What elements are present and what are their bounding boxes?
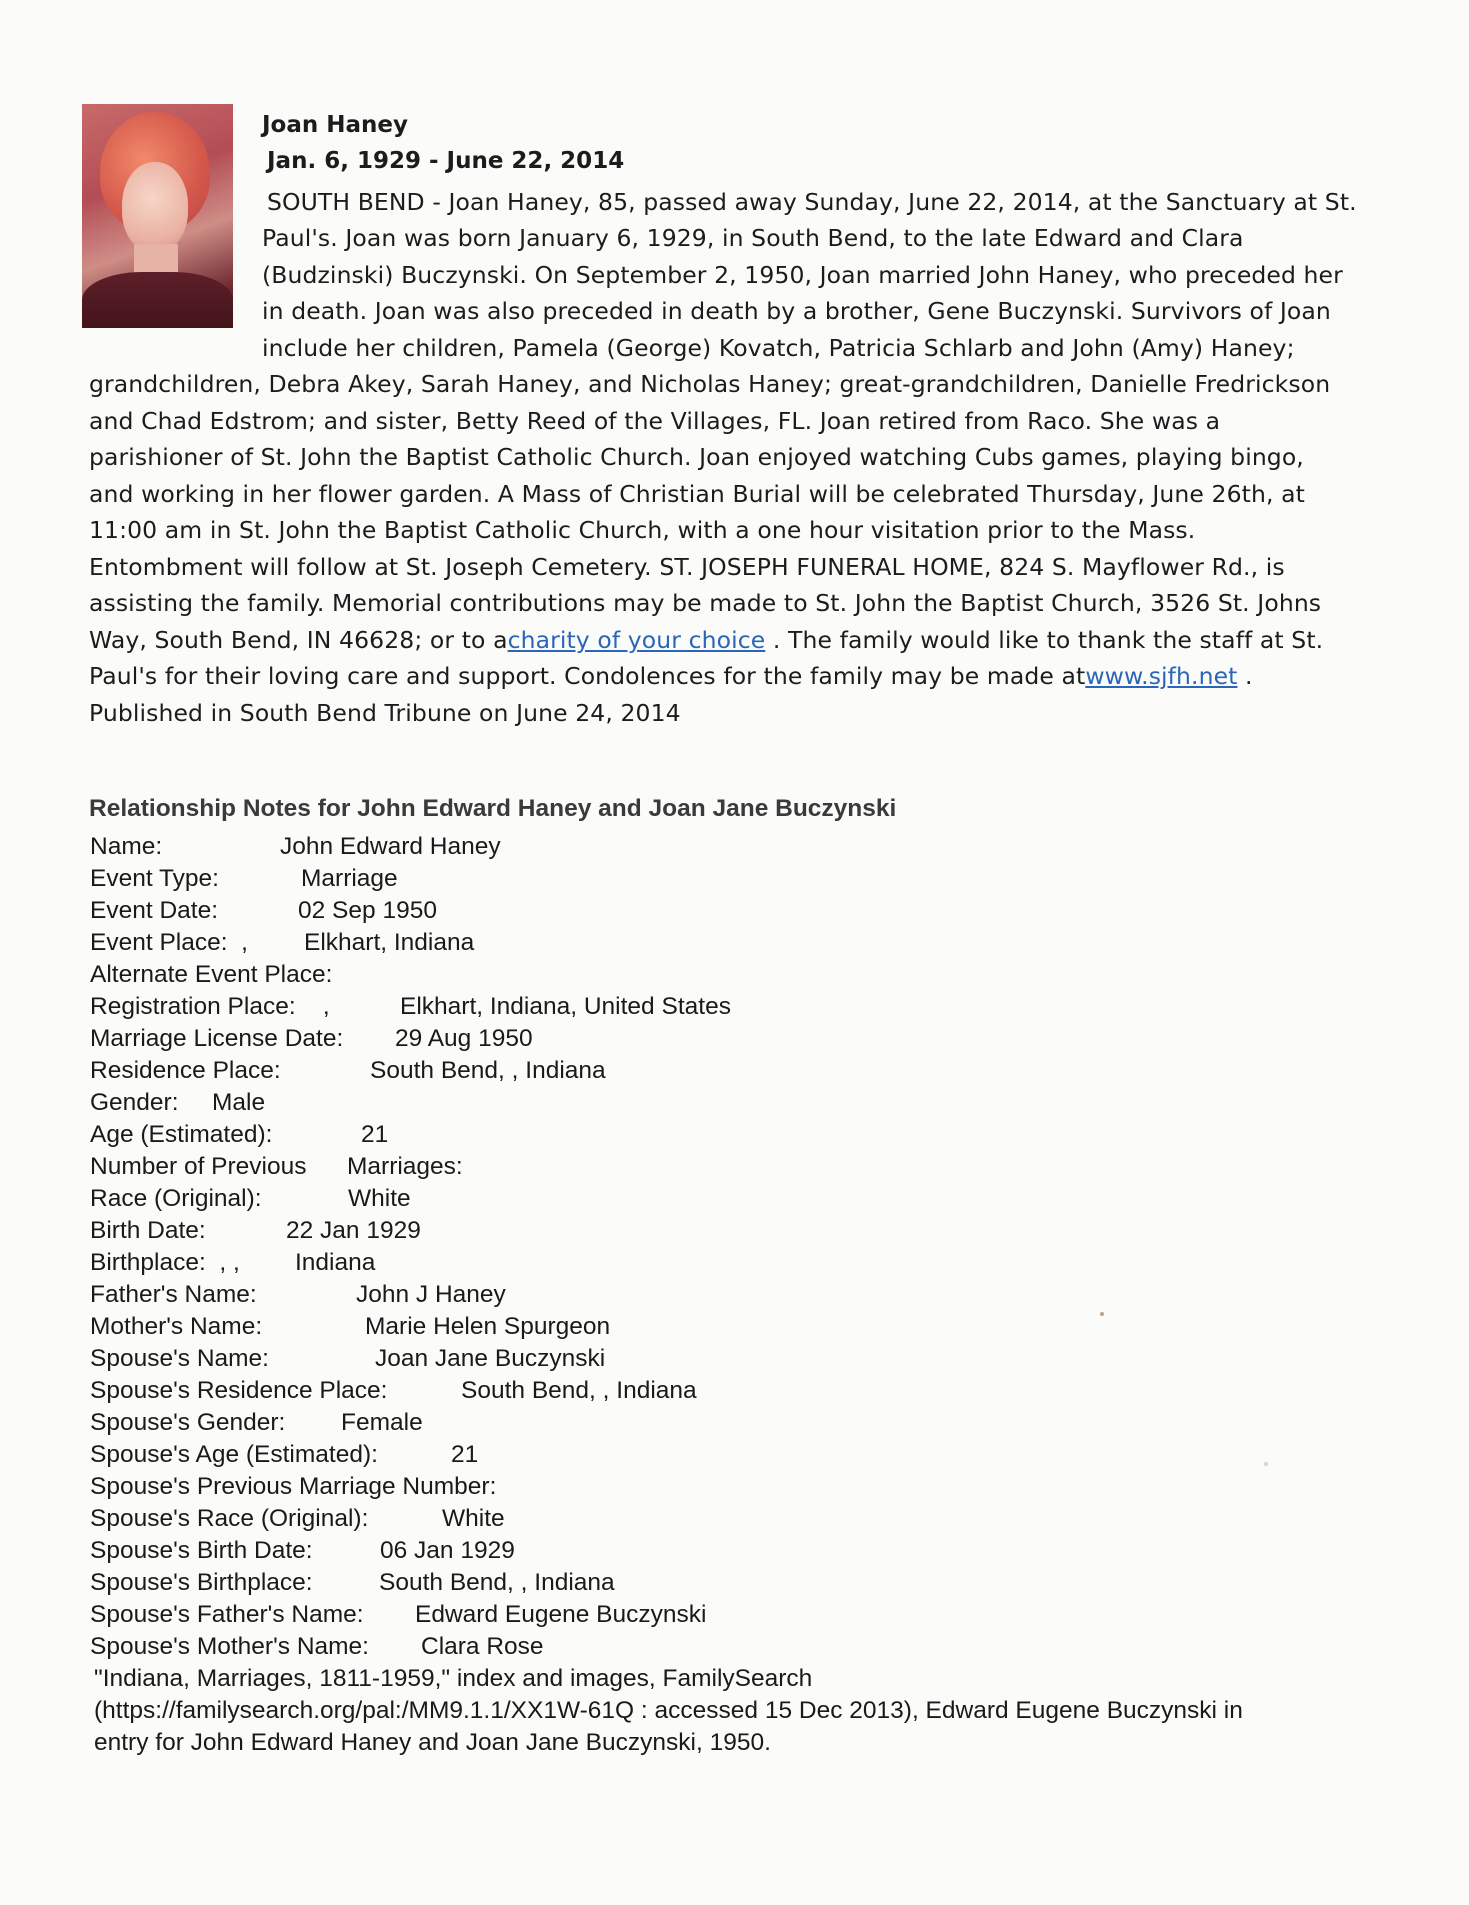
record-value: Marie Helen Spurgeon: [365, 1313, 611, 1340]
website-link[interactable]: www.sjfh.net: [1085, 662, 1238, 690]
record-value: Clara Rose: [421, 1633, 544, 1660]
record-label: Spouse's Birthplace:: [90, 1569, 313, 1596]
obituary-line: parishioner of St. John the Baptist Catholic Church. Joan enjoyed watching Cubs games, playing bingo,: [89, 443, 1304, 471]
scan-speck: [1100, 1312, 1104, 1316]
obituary-name: Joan Haney: [262, 112, 408, 138]
record-value: Indiana: [295, 1249, 376, 1276]
record-value: South Bend, , Indiana: [379, 1569, 615, 1596]
record-label: Spouse's Name:: [90, 1345, 269, 1372]
record-label: Gender:: [90, 1089, 179, 1116]
record-label: Spouse's Father's Name:: [90, 1601, 364, 1628]
record-value: Joan Jane Buczynski: [375, 1345, 606, 1372]
obituary-line: include her children, Pamela (George) Kovatch, Patricia Schlarb and John (Amy) Haney;: [262, 334, 1295, 362]
record-label: Father's Name:: [90, 1281, 257, 1308]
record-label: Event Date:: [90, 897, 219, 924]
record-value: Elkhart, Indiana: [304, 929, 475, 956]
record-label: Event Place: ,: [90, 929, 248, 956]
record-value: South Bend, , Indiana: [461, 1377, 697, 1404]
record-value: South Bend, , Indiana: [370, 1057, 606, 1084]
obituary-line: Paul's. Joan was born January 6, 1929, in South Bend, to the late Edward and Clara: [262, 224, 1244, 252]
record-value: White: [442, 1505, 505, 1532]
record-value: John J Haney: [356, 1281, 506, 1308]
record-value: Female: [341, 1409, 423, 1436]
record-label: Residence Place:: [90, 1057, 281, 1084]
citation-line: entry for John Edward Haney and Joan Jane Buczynski, 1950.: [94, 1729, 771, 1756]
record-label: Event Type:: [90, 865, 219, 892]
obituary-line: and working in her flower garden. A Mass of Christian Burial will be celebrated Thursday, June 26th, at: [89, 480, 1305, 508]
obituary-text: .: [1237, 662, 1253, 690]
obituary-text: . The family would like to thank the staff at St.: [765, 626, 1324, 654]
record-value: Edward Eugene Buczynski: [415, 1601, 707, 1628]
record-label: Mother's Name:: [90, 1313, 263, 1340]
record-value: Marriages:: [347, 1153, 463, 1180]
obituary-dates: Jan. 6, 1929 - June 22, 2014: [267, 148, 625, 174]
record-label: Age (Estimated):: [90, 1121, 273, 1148]
record-label: Alternate Event Place:: [90, 961, 333, 988]
record-value: 29 Aug 1950: [395, 1025, 533, 1052]
obituary-line: grandchildren, Debra Akey, Sarah Haney, and Nicholas Haney; great-grandchildren, Danielle Fredrickson: [89, 370, 1331, 398]
published-line: Published in South Bend Tribune on June 24, 2014: [89, 699, 681, 727]
citation-line: "Indiana, Marriages, 1811-1959," index and images, FamilySearch: [94, 1665, 813, 1692]
obituary-line: 11:00 am in St. John the Baptist Catholic Church, with a one hour visitation prior to the Mass.: [89, 516, 1196, 544]
photo-face: [122, 162, 188, 252]
obituary-text: Way, South Bend, IN 46628; or to a: [89, 626, 508, 654]
citation-line: (https://familysearch.org/pal:/MM9.1.1/XX1W-61Q : accessed 15 Dec 2013), Edward Eugene Buczynski in: [94, 1697, 1243, 1724]
obituary-line: (Budzinski) Buczynski. On September 2, 1950, Joan married John Haney, who preceded her: [262, 261, 1343, 289]
portrait-photo: [82, 104, 233, 328]
record-label: Spouse's Age (Estimated):: [90, 1441, 378, 1468]
record-label: Marriage License Date:: [90, 1025, 344, 1052]
obituary-line: assisting the family. Memorial contributions may be made to St. John the Baptist Church, 3526 St. Johns: [89, 589, 1322, 617]
obituary-line: and Chad Edstrom; and sister, Betty Reed of the Villages, FL. Joan retired from Raco. She was a: [89, 407, 1221, 435]
record-label: Birth Date:: [90, 1217, 206, 1244]
obituary-line: Entombment will follow at St. Joseph Cemetery. ST. JOSEPH FUNERAL HOME, 824 S. Mayflower Rd., is: [89, 553, 1285, 581]
record-value: 21: [361, 1121, 389, 1148]
record-value: Marriage: [301, 865, 398, 892]
record-label: Race (Original):: [90, 1185, 262, 1212]
record-value: Elkhart, Indiana, United States: [400, 993, 731, 1020]
record-value: John Edward Haney: [280, 833, 501, 860]
record-label: Spouse's Previous Marriage Number:: [90, 1473, 497, 1500]
record-label: Name:: [90, 833, 163, 860]
obituary-line: [89, 658, 1253, 694]
record-value: White: [348, 1185, 411, 1212]
obituary-line: in death. Joan was also preceded in death by a brother, Gene Buczynski. Survivors of Joan: [262, 297, 1331, 325]
record-label: Spouse's Race (Original):: [90, 1505, 369, 1532]
photo-dress: [82, 272, 233, 328]
record-label: Spouse's Gender:: [90, 1409, 286, 1436]
scan-speck: [1264, 1462, 1268, 1466]
record-label: Spouse's Residence Place:: [90, 1377, 388, 1404]
record-value: 21: [451, 1441, 479, 1468]
record-value: 02 Sep 1950: [298, 897, 437, 924]
record-label: Registration Place: ,: [90, 993, 330, 1020]
obituary-line: [89, 622, 1323, 658]
record-label: Birthplace: , ,: [90, 1249, 240, 1276]
charity-link[interactable]: charity of your choice: [507, 626, 766, 654]
record-label: Number of Previous: [90, 1153, 307, 1180]
record-label: Spouse's Mother's Name:: [90, 1633, 369, 1660]
record-value: 06 Jan 1929: [380, 1537, 515, 1564]
obituary-text: Paul's for their loving care and support. Condolences for the family may be made at: [89, 662, 1086, 690]
notes-title: Relationship Notes for John Edward Haney and Joan Jane Buczynski: [89, 795, 897, 822]
obituary-line: SOUTH BEND - Joan Haney, 85, passed away Sunday, June 22, 2014, at the Sanctuary at St.: [267, 188, 1357, 216]
record-value: 22 Jan 1929: [286, 1217, 421, 1244]
record-label: Spouse's Birth Date:: [90, 1537, 313, 1564]
record-value: Male: [212, 1089, 266, 1116]
